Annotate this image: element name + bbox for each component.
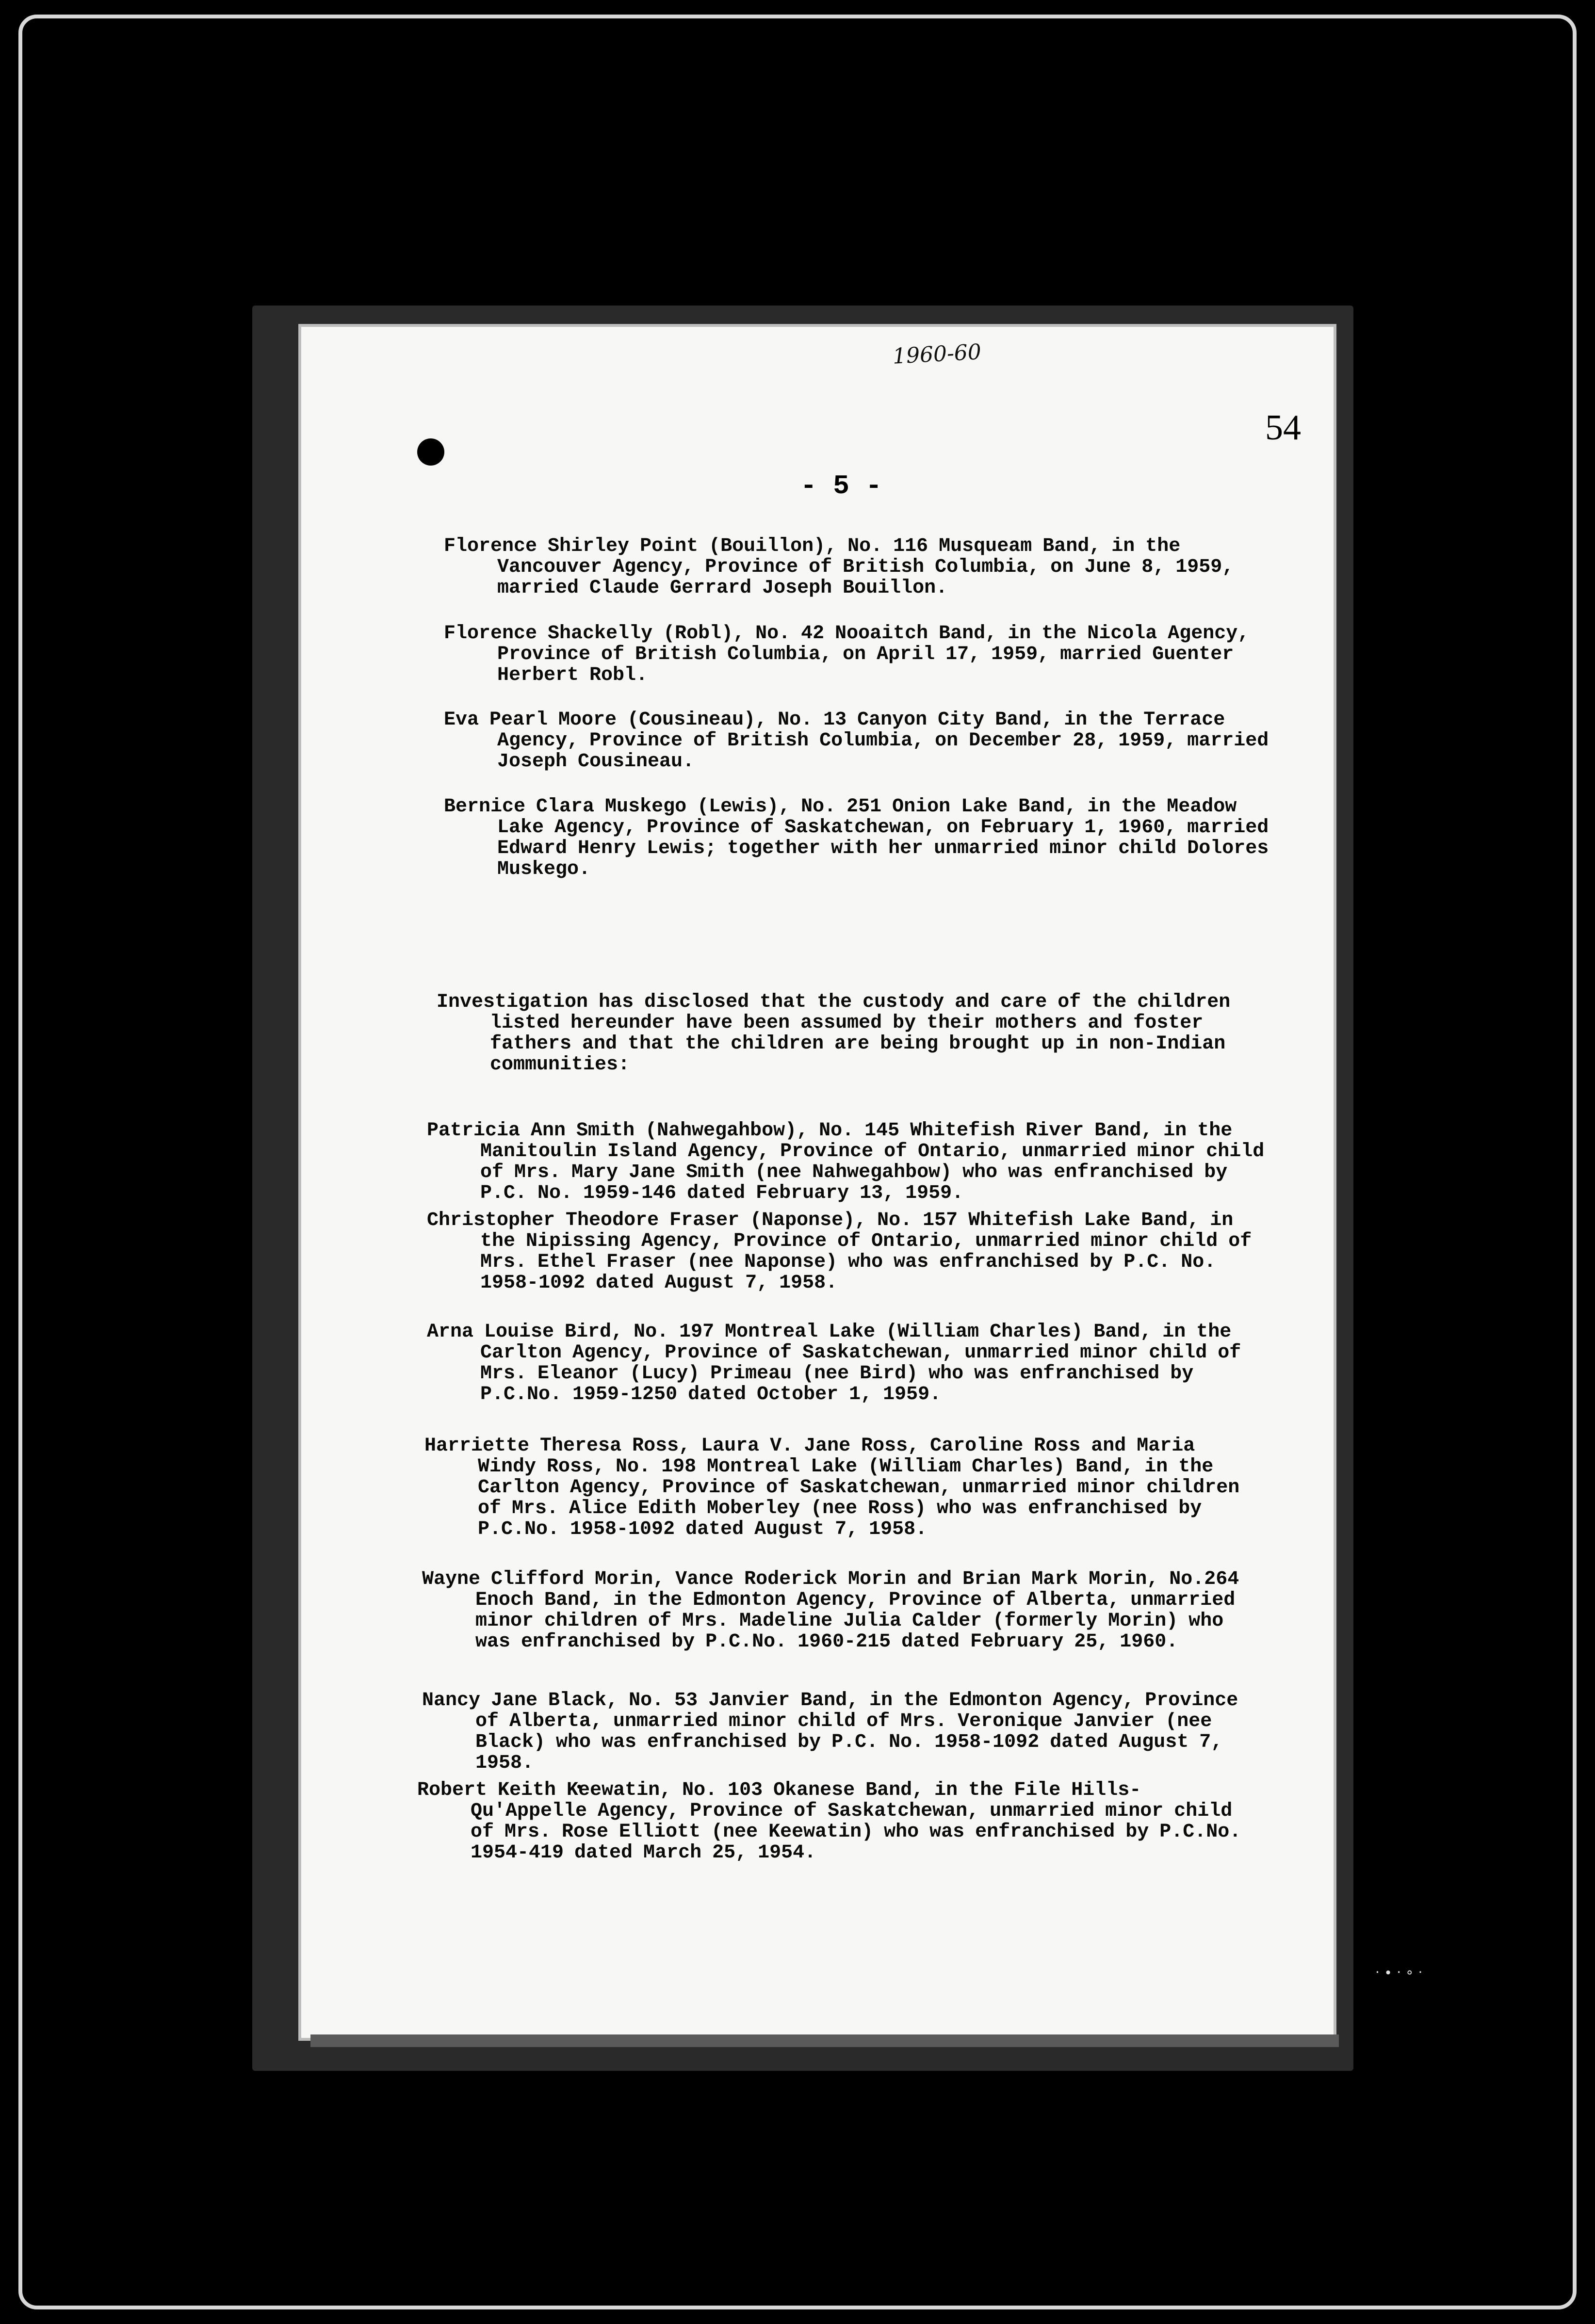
entry-moore-cousineau: Eva Pearl Moore (Cousineau), No. 13 Canyon City Band, in the Terrace Agency, Province of British Columbia, on December 28, 1959, married Joseph Cousineau. — [444, 709, 1269, 773]
film-speck — [537, 180, 541, 184]
entry-bird: Arna Louise Bird, No. 197 Montreal Lake (William Charles) Band, in the Carlton Agency, Province of Saskatchewan, unmarried minor child of Mrs. Eleanor (Lucy) Primeau (nee Bird) who was enfranchised by P.C.No. 1959-1250 dated October 1, 1959. — [427, 1321, 1241, 1405]
corner-smudge: · ∙ · ∘ · — [1375, 1964, 1423, 1980]
entry-fraser-naponse: Christopher Theodore Fraser (Naponse), No. 157 Whitefish Lake Band, in the Nipissing Agency, Province of Ontario, unmarried minor child of Mrs. Ethel Fraser (nee Naponse) who was enfranchised by P.C. No. 1958-1092 dated August 7, 1958. — [427, 1210, 1252, 1294]
entry-muskego-lewis: Bernice Clara Muskego (Lewis), No. 251 Onion Lake Band, in the Meadow Lake Agency, Province of Saskatchewan, on February 1, 1960, married Edward Henry Lewis; together with her unmarried minor child Dolores Muskego. — [444, 796, 1269, 880]
entry-shackelly-robl: Florence Shackelly (Robl), No. 42 Nooaitch Band, in the Nicola Agency, Province of British Columbia, on April 17, 1959, married Guenter Herbert Robl. — [444, 623, 1250, 686]
entry-smith-nahwegahbow: Patricia Ann Smith (Nahwegahbow), No. 145 Whitefish River Band, in the Manitoulin Island Agency, Province of Ontario, unmarried minor child of Mrs. Mary Jane Smith (nee Nahwegahbow) who was enfranchised by P.C. No. 1959-146 dated February 13, 1959. — [427, 1120, 1265, 1204]
entry-point-bouillon: Florence Shirley Point (Bouillon), No. 116 Musqueam Band, in the Vancouver Agency, Province of British Columbia, on June 8, 1959, married Claude Gerrard Joseph Bouillon. — [444, 535, 1234, 599]
investigation-paragraph: Investigation has disclosed that the custody and care of the children listed hereunder have been assumed by their mothers and foster fathers and that the children are being brought up in non-Indian communities: — [437, 991, 1231, 1076]
entry-ross-children: Harriette Theresa Ross, Laura V. Jane Ross, Caroline Ross and Maria Windy Ross, No. 198 Montreal Lake (William Charles) Band, in the Carlton Agency, Province of Saskatchewan, unmarried minor children of Mrs. Alice Edith Moberley (nee Ross) who was enfranchised by P.C.No. 1958-1092 dated August 7, 1958. — [424, 1435, 1240, 1540]
handwritten-note: 1960-60 — [892, 339, 982, 369]
page-bottom-edge — [310, 2034, 1339, 2047]
punch-hole — [417, 438, 444, 466]
entry-morin-children: Wayne Clifford Morin, Vance Roderick Morin and Brian Mark Morin, No.264 Enoch Band, in the Edmonton Agency, Province of Alberta, unmarried minor children of Mrs. Madeline Julia Calder (formerly Morin) who was enfranchised by P.C.No. 1960-215 dated February 25, 1960. — [422, 1568, 1239, 1653]
entry-keewatin: Robert Keith Keewatin, No. 103 Okanese Band, in the File Hills-Qu'Appelle Agency, Province of Saskatchewan, unmarried minor child of Mrs. Rose Elliott (nee Keewatin) who was enfranchised by P.C.No. 1954-419 dated March 25, 1954. — [417, 1779, 1241, 1864]
folio-number: 54 — [1265, 408, 1301, 448]
entry-black: Nancy Jane Black, No. 53 Janvier Band, in the Edmonton Agency, Province of Alberta, unmarried minor child of Mrs. Veronique Janvier (nee Black) who was enfranchised by P.C. No. 1958-1092 dated August 7, 1958. — [422, 1690, 1238, 1774]
page-number: - 5 - — [800, 470, 882, 501]
